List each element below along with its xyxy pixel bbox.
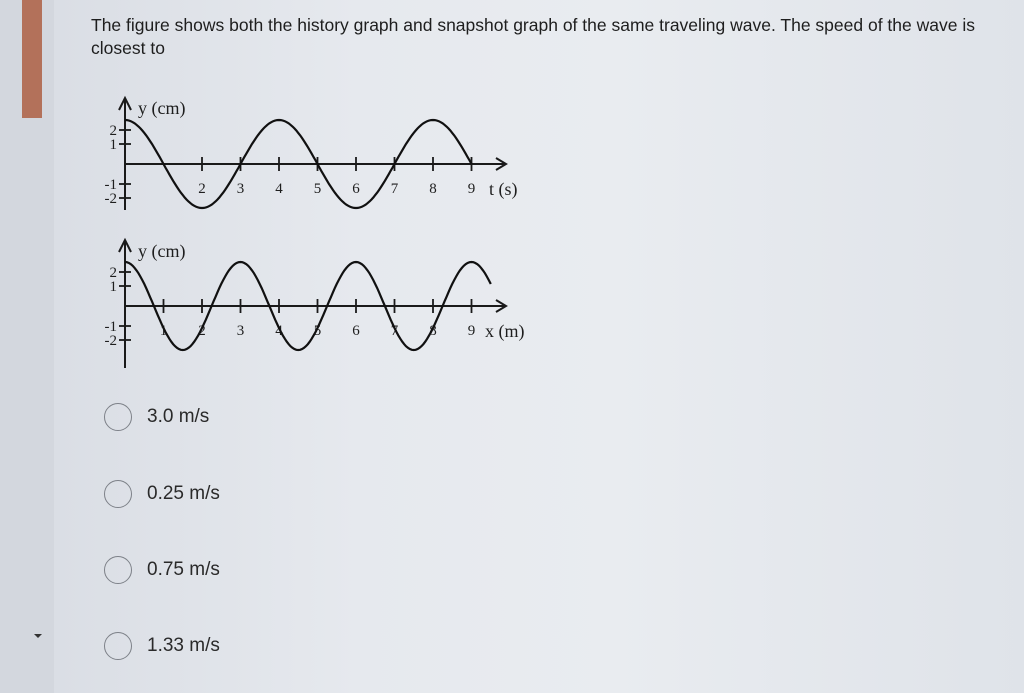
answer-option-3[interactable] xyxy=(104,553,220,587)
snapshot-x-tick-label: 9 xyxy=(467,323,476,339)
answer-option-label: 3.0 m/s xyxy=(147,406,210,427)
caret-down-icon[interactable] xyxy=(34,634,42,638)
snapshot-y-tick-label: -2 xyxy=(104,333,117,349)
progress-accent-bar xyxy=(22,0,42,118)
history-x-tick-label: 9 xyxy=(467,181,476,197)
history-x-tick-label: 5 xyxy=(313,181,322,197)
radio-button-icon[interactable] xyxy=(104,480,132,508)
answer-option-label: 0.25 m/s xyxy=(147,483,220,504)
history-y-tick-label: -1 xyxy=(104,177,117,193)
answer-option-label: 0.75 m/s xyxy=(147,559,220,580)
snapshot-x-tick-label: 5 xyxy=(313,323,322,339)
radio-button-icon[interactable] xyxy=(104,403,132,431)
history-x-tick-label: 2 xyxy=(198,181,206,197)
history-graph xyxy=(105,98,518,210)
history-x-tick-label: 3 xyxy=(236,181,245,197)
history-x-label: t (s) xyxy=(489,179,518,199)
snapshot-y-tick-label: -1 xyxy=(104,319,117,335)
snapshot-x-tick-label: 7 xyxy=(390,323,399,339)
history-y-tick-label: 2 xyxy=(109,123,117,139)
snapshot-x-label: x (m) xyxy=(485,321,525,341)
history-y-tick-label: 1 xyxy=(109,137,117,153)
snapshot-x-tick-label: 2 xyxy=(198,323,206,339)
question-text: The figure shows both the history graph and snapshot graph of the same traveling wave. The speed of the wave is closest to xyxy=(91,15,975,58)
snapshot-x-tick-label: 4 xyxy=(275,323,283,339)
radio-button-icon[interactable] xyxy=(104,556,132,584)
history-x-tick-label: 8 xyxy=(429,181,437,197)
snapshot-y-tick-label: 2 xyxy=(109,265,117,281)
answer-option-4[interactable] xyxy=(104,629,220,663)
history-y-label: y (cm) xyxy=(138,98,186,118)
radio-button-icon[interactable] xyxy=(104,632,132,660)
answer-option-1[interactable] xyxy=(104,400,209,434)
history-x-tick-label: 7 xyxy=(390,181,399,197)
history-x-tick-label: 4 xyxy=(275,181,283,197)
wave-figure xyxy=(88,92,548,377)
snapshot-graph xyxy=(105,240,525,368)
snapshot-x-tick-label: 8 xyxy=(429,323,437,339)
answer-option-label: 1.33 m/s xyxy=(147,635,220,656)
answer-option-2[interactable] xyxy=(104,477,220,511)
snapshot-x-tick-label: 3 xyxy=(236,323,245,339)
history-x-tick-label: 6 xyxy=(352,181,360,197)
snapshot-y-label: y (cm) xyxy=(138,241,186,261)
history-y-tick-label: -2 xyxy=(104,191,117,207)
snapshot-x-tick-label: 1 xyxy=(159,323,168,339)
snapshot-y-tick-label: 1 xyxy=(109,279,117,295)
snapshot-x-tick-label: 6 xyxy=(352,323,360,339)
